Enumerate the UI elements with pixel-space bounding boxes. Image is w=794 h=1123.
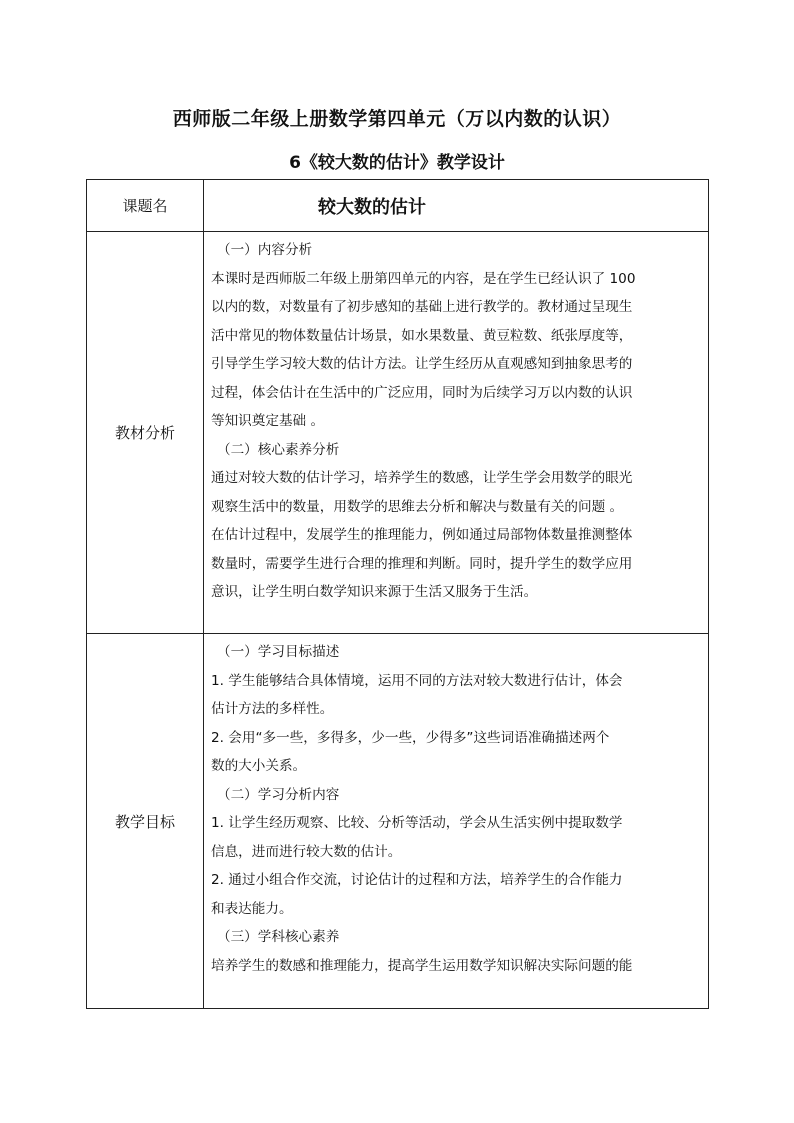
paragraph-line: 意识，让学生明白数学知识来源于生活又服务于生活。 <box>211 584 538 600</box>
paragraph-line: 信息，进而进行较大数的估计。 <box>211 843 402 860</box>
paragraph-line: 培养学生的数感和推理能力，提高学生运用数学知识解决实际问题的能 <box>211 957 633 974</box>
document-title: 西师版二年级上册数学第四单元（万以内数的认识） <box>172 108 622 130</box>
paragraph-line: 本课时是西师版二年级上册第四单元的内容，是在学生已经认识了 100 <box>211 270 636 287</box>
analysis-label-cell: 教材分析 <box>87 232 204 634</box>
topic-label-cell: 课题名 <box>87 180 204 232</box>
section-heading: （一）学习目标描述 <box>217 644 340 660</box>
paragraph-line: 估计方法的多样性。 <box>211 701 334 717</box>
table-row-objectives <box>87 634 709 1009</box>
paragraph-line: 2. 通过小组合作交流，讨论估计的过程和方法，培养学生的合作能力 <box>211 872 623 888</box>
section-heading: （二）学习分析内容 <box>217 786 340 803</box>
section-heading: （一）内容分析 <box>217 242 313 258</box>
paragraph-line: 1. 让学生经历观察、比较、分析等活动，学会从生活实例中提取数学 <box>211 815 623 831</box>
paragraph-line: 以内的数，对数量有了初步感知的基础上进行教学的。教材通过呈现生 <box>211 299 633 315</box>
analysis-content-cell <box>204 232 709 634</box>
topic-value-cell: 较大数的估计 <box>204 180 709 232</box>
paragraph-line: 观察生活中的数量，用数学的思维去分析和解决与数量有关的问题 。 <box>211 498 624 515</box>
paragraph-line: 过程，体会估计在生活中的广泛应用，同时为后续学习万以内数的认识 <box>211 384 633 401</box>
paragraph-line: 通过对较大数的估计学习，培养学生的数感，让学生学会用数学的眼光 <box>211 470 633 486</box>
section-heading: （二）核心素养分析 <box>217 441 340 458</box>
document-subtitle: 6《较大数的估计》教学设计 <box>289 153 505 173</box>
paragraph-line: 2. 会用“多一些，多得多，少一些，少得多”这些词语准确描述两个 <box>211 729 610 746</box>
paragraph-line: 和表达能力。 <box>211 900 293 917</box>
paragraph-line: 引导学生学习较大数的估计方法。让学生经历从直观感知到抽象思考的 <box>211 356 633 372</box>
paragraph-line: 1. 学生能够结合具体情境，运用不同的方法对较大数进行估计，体会 <box>211 672 623 689</box>
paragraph-line: 活中常见的物体数量估计场景，如水果数量、黄豆粒数、纸张厚度等， <box>211 327 633 344</box>
paragraph-line: 等知识奠定基础 。 <box>211 413 325 429</box>
table-row-analysis <box>87 232 709 634</box>
paragraph-line: 数量时，需要学生进行合理的推理和判断。同时，提升学生的数学应用 <box>211 555 633 572</box>
objectives-content-cell <box>204 634 709 1009</box>
table-row-topic <box>87 180 709 232</box>
lesson-design-table <box>86 179 709 1009</box>
paragraph-line: 数的大小关系。 <box>211 758 307 774</box>
paragraph-line: 在估计过程中，发展学生的推理能力，例如通过局部物体数量推测整体 <box>211 527 633 543</box>
objectives-label-cell: 教学目标 <box>87 634 204 1009</box>
section-heading: （三）学科核心素养 <box>217 929 340 945</box>
